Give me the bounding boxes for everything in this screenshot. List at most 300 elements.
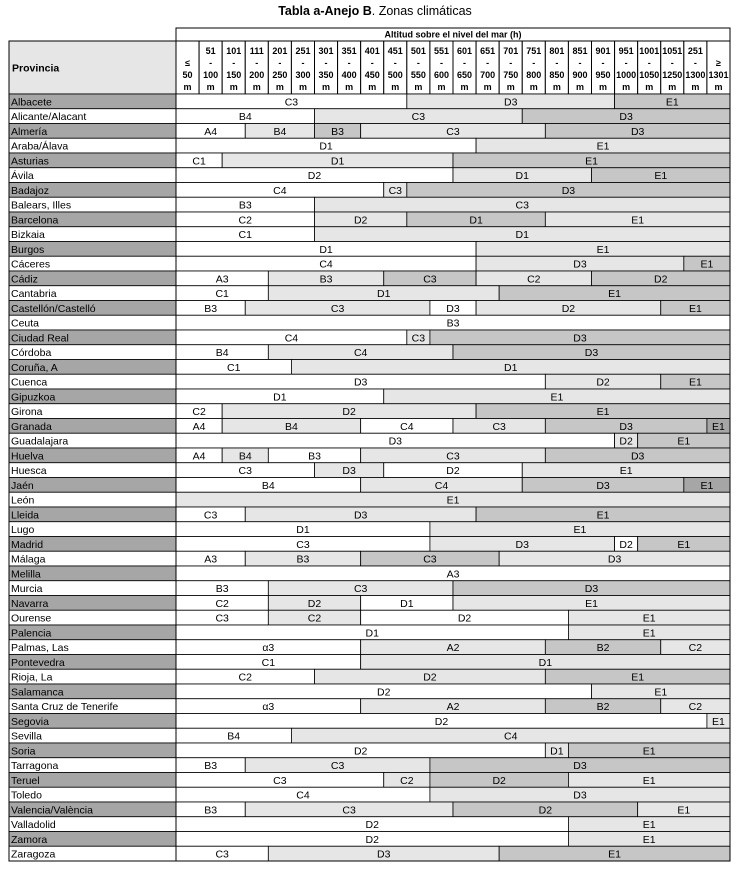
zone-label: D2: [446, 465, 460, 477]
zone-label: D2: [423, 671, 437, 684]
zone-label: C4: [353, 347, 368, 359]
province-name: Teruel: [11, 774, 40, 787]
zone-label: C3: [342, 804, 356, 817]
altitude-column-header-text: 250: [272, 70, 288, 80]
zone-label: D1: [538, 656, 553, 669]
zone-label: C1: [215, 288, 229, 300]
zone-label: C3: [411, 332, 426, 345]
province-name: Zamora: [11, 833, 48, 846]
altitude-column-header-text: 601: [457, 46, 473, 56]
province-cell: [9, 478, 176, 493]
province-name: Ciudad Real: [11, 332, 69, 345]
zone-label: A2: [446, 701, 460, 713]
zone-label: E1: [688, 302, 702, 315]
table-row: [9, 124, 730, 139]
zone-label: E1: [688, 376, 702, 389]
altitude-column-header-text: 251: [687, 46, 703, 56]
table-row: [9, 212, 730, 227]
zone-label: C3: [411, 111, 426, 123]
table-row: [9, 684, 730, 699]
zone-label: C2: [688, 642, 703, 654]
zone-label: B3: [204, 804, 218, 817]
table-row: [9, 507, 730, 522]
province-name: Cádiz: [11, 273, 38, 286]
province-header-label: Provincia: [12, 62, 60, 75]
zone-label: C2: [215, 597, 229, 610]
zone-label: C3: [330, 302, 345, 315]
zone-label: B4: [227, 730, 241, 743]
table-row: [9, 153, 730, 168]
zone-label: C2: [400, 774, 414, 787]
altitude-column-header-text: -: [601, 58, 605, 68]
zone-label: B4: [261, 479, 275, 492]
table-row: [9, 610, 730, 625]
table-row: [9, 301, 730, 316]
altitude-column-header-text: 1250: [662, 70, 683, 80]
altitude-column-header-text: -: [370, 58, 374, 68]
zone-label: C2: [192, 406, 206, 418]
zone-label: D1: [550, 745, 564, 758]
zone-label: D3: [596, 479, 610, 492]
province-name: Burgos: [11, 243, 45, 256]
zone-label: A3: [204, 553, 218, 566]
zone-label: D3: [584, 347, 599, 359]
table-row: [9, 728, 730, 743]
province-name: Almería: [11, 125, 48, 138]
zone-label: D2: [619, 538, 633, 551]
table-row: [9, 832, 730, 847]
zone-label: D2: [353, 745, 368, 758]
table-row: [9, 360, 730, 375]
zone-label: D2: [365, 833, 379, 846]
table-row: [9, 669, 730, 684]
province-name: Málaga: [11, 553, 46, 566]
altitude-column-header-text: -: [647, 58, 651, 68]
altitude-column-header-text: 1001: [639, 46, 660, 56]
table-row: [9, 655, 730, 670]
province-name: Valencia/València: [11, 804, 93, 817]
zone-label: E1: [712, 715, 725, 728]
zone-label: C2: [238, 214, 252, 227]
zone-label: D3: [503, 96, 518, 109]
zone-label: C4: [503, 730, 518, 743]
zone-label: E1: [642, 745, 656, 758]
altitude-column-header-text: 501: [410, 46, 426, 56]
altitude-column-header-text: -: [232, 58, 236, 68]
zone-label: E1: [631, 214, 645, 227]
table-row: [9, 537, 730, 552]
altitude-column-header-text: m: [714, 82, 723, 92]
altitude-column-header-text: m: [460, 82, 469, 92]
table-row: [9, 802, 730, 817]
zone-label: D2: [307, 170, 322, 182]
table-row: [9, 743, 730, 758]
altitude-column-header-text: -: [578, 58, 582, 68]
altitude-column-header-text: 401: [364, 46, 380, 56]
zone-label: E1: [700, 258, 714, 271]
table-row: [9, 109, 730, 124]
table-row: [9, 168, 730, 183]
province-name: Valladolid: [11, 819, 56, 831]
zone-label: E1: [665, 96, 679, 109]
zone-label: A2: [446, 642, 460, 654]
zone-label: C1: [261, 656, 276, 669]
altitude-column-header-text: 1050: [639, 70, 660, 80]
altitude-column-header-text: 111: [249, 46, 264, 56]
zone-label: E1: [642, 819, 656, 831]
zone-label: D3: [573, 760, 587, 772]
altitude-column-header-text: m: [298, 82, 307, 92]
province-name: Ourense: [11, 612, 52, 625]
altitude-column-header-text: 600: [433, 70, 449, 80]
table-row: [9, 197, 730, 212]
altitude-column-header-text: 251: [295, 46, 311, 56]
zone-label: C3: [388, 184, 403, 197]
table-row: [9, 596, 730, 611]
zone-label: D1: [273, 391, 287, 404]
zone-label: D3: [446, 302, 460, 315]
altitude-column-header-text: 350: [318, 70, 334, 80]
zone-label: C3: [215, 848, 229, 861]
zone-label: B2: [596, 701, 610, 713]
altitude-column-header-text: 450: [364, 70, 380, 80]
province-name: Huelva: [11, 450, 44, 463]
altitude-column-header-text: 400: [341, 70, 357, 80]
table-row: [9, 227, 730, 242]
zone-label: D2: [307, 597, 322, 610]
altitude-column-header-text: 951: [618, 46, 634, 56]
province-name: Cantabria: [11, 288, 57, 300]
zone-label: B4: [284, 420, 298, 433]
province-name: Badajoz: [11, 184, 49, 197]
zone-label: D3: [619, 111, 633, 123]
zone-label: D2: [538, 804, 553, 817]
zone-label: C3: [330, 760, 345, 772]
altitude-column-header-text: 850: [549, 70, 565, 80]
altitude-column-header-text: m: [252, 82, 261, 92]
altitude-column-header-text: m: [368, 82, 377, 92]
altitude-column-header-text: 800: [526, 70, 542, 80]
zone-label: E1: [677, 435, 691, 448]
zone-label: C4: [273, 184, 287, 197]
province-name: Asturias: [11, 155, 49, 168]
province-name: Pontevedra: [11, 656, 65, 669]
zone-label: C3: [423, 273, 437, 286]
zone-label: D3: [573, 258, 587, 271]
altitude-column-header-text: 100: [203, 70, 219, 80]
zone-label: D1: [296, 524, 310, 536]
province-name: Zaragoza: [11, 848, 56, 861]
table-row: [9, 714, 730, 729]
altitude-column-header-text: m: [391, 82, 400, 92]
zone-label: E1: [596, 406, 610, 418]
zone-label: C3: [446, 125, 460, 138]
altitude-column-header-text: m: [229, 82, 238, 92]
zone-label: D1: [330, 155, 345, 168]
zone-label: E1: [573, 524, 587, 536]
table-row: [9, 433, 730, 448]
altitude-column-header-text: ≥: [715, 58, 721, 68]
zone-label: D1: [365, 627, 379, 640]
altitude-column-header-text: -: [532, 58, 536, 68]
province-name: Alicante/Alacant: [11, 111, 87, 123]
zone-label: α3: [262, 701, 275, 713]
zone-label: E1: [654, 686, 668, 699]
altitude-column-header-text: -: [393, 58, 397, 68]
altitude-header-label: Altitud sobre el nivel del mar (h): [384, 29, 522, 40]
zone-label: D3: [573, 332, 587, 345]
altitude-column-header-text: 351: [341, 46, 357, 56]
zone-label: C2: [527, 273, 541, 286]
province-name: Balears, Illes: [11, 199, 72, 212]
altitude-column-header-text: -: [463, 58, 467, 68]
zone-label: D2: [561, 302, 576, 315]
altitude-column-header-text: 50: [182, 70, 193, 80]
zone-label: D2: [377, 686, 391, 699]
table-row: [9, 566, 730, 581]
zone-label: E1: [550, 391, 564, 404]
zone-label: D3: [353, 509, 368, 522]
table-row: [9, 242, 730, 257]
province-name: Guadalajara: [11, 435, 69, 448]
table-row: [9, 551, 730, 566]
altitude-column-header-text: m: [691, 82, 700, 92]
zone-label: D3: [353, 376, 368, 389]
province-name: Segovia: [11, 715, 49, 728]
altitude-column-header-text: 1051: [662, 46, 683, 56]
zone-label: D2: [619, 435, 633, 448]
zone-label: B3: [446, 317, 460, 330]
altitude-column-header-text: 1000: [616, 70, 637, 80]
province-name: Cuenca: [11, 376, 48, 389]
zone-label: B4: [273, 125, 287, 138]
table-row: [9, 183, 730, 198]
zone-label: C3: [515, 199, 529, 212]
zone-label: A4: [204, 125, 218, 138]
altitude-column-header-text: m: [506, 82, 515, 92]
zone-label: A4: [192, 420, 206, 433]
province-name: Santa Cruz de Tenerife: [11, 701, 119, 713]
altitude-column-header-text: 901: [595, 46, 611, 56]
zone-label: B4: [238, 111, 252, 123]
zone-label: E1: [585, 155, 598, 168]
table-row: [9, 138, 730, 153]
table-title-bold: Tabla a-Anejo B: [278, 4, 372, 18]
zone-label: E1: [712, 420, 725, 433]
province-name: Rioja, La: [11, 671, 53, 684]
province-name: Lugo: [11, 524, 35, 536]
altitude-column-header-text: 150: [226, 70, 242, 80]
zone-label: D2: [596, 376, 610, 389]
province-name: Navarra: [11, 597, 49, 610]
zone-label: D2: [353, 214, 368, 227]
altitude-column-header-text: -: [347, 58, 351, 68]
zone-label: C3: [215, 612, 229, 625]
altitude-column-header-text: m: [599, 82, 608, 92]
zone-label: C2: [238, 671, 252, 684]
province-name: Coruña, A: [11, 361, 58, 374]
zone-label: D3: [515, 538, 529, 551]
zone-label: E1: [677, 538, 691, 551]
altitude-column-header-text: -: [555, 58, 559, 68]
zone-label: D1: [319, 243, 333, 256]
altitude-column-header-text: -: [255, 58, 259, 68]
zone-label: D1: [469, 214, 483, 227]
table-row: [9, 419, 730, 434]
zone-label: E1: [608, 288, 622, 300]
altitude-column-header-text: m: [275, 82, 284, 92]
altitude-column-header-text: -: [278, 58, 282, 68]
zone-label: E1: [596, 243, 610, 256]
province-name: Barcelona: [11, 214, 59, 227]
altitude-column-header-text: 500: [387, 70, 403, 80]
zone-label: B3: [238, 199, 252, 212]
zone-label: C3: [284, 96, 299, 109]
altitude-column-header-text: 550: [410, 70, 426, 80]
province-name: León: [11, 494, 35, 507]
altitude-column-header-text: m: [206, 82, 215, 92]
zone-label: C3: [296, 538, 310, 551]
province-name: Murcia: [11, 583, 43, 595]
zone-label: C3: [446, 450, 460, 463]
zone-label: C2: [688, 701, 703, 713]
zone-label: B3: [331, 125, 345, 138]
altitude-column-header-text: m: [322, 82, 331, 92]
zone-label: C3: [353, 583, 368, 595]
province-name: Huesca: [11, 465, 47, 477]
province-name: Lleida: [11, 509, 40, 522]
altitude-column-header-text: 700: [480, 70, 496, 80]
zone-label: D2: [457, 612, 472, 625]
table-row: [9, 522, 730, 537]
altitude-column-header-text: -: [670, 58, 674, 68]
altitude-column-header-text: 1300: [685, 70, 706, 80]
altitude-column-header-text: 701: [503, 46, 519, 56]
table-row: [9, 374, 730, 389]
altitude-column-header-text: 301: [318, 46, 334, 56]
province-cell: [9, 168, 176, 183]
table-row: [9, 330, 730, 345]
altitude-column-header-text: 900: [572, 70, 588, 80]
table-row: [9, 256, 730, 271]
zone-label: D2: [342, 406, 356, 418]
zone-label: E1: [608, 848, 622, 861]
province-name: Ceuta: [11, 317, 40, 330]
zone-label: E1: [642, 612, 656, 625]
table-row: [9, 817, 730, 832]
province-name: Cáceres: [11, 258, 51, 271]
table-row: [9, 271, 730, 286]
table-row: [9, 699, 730, 714]
table-row: [9, 492, 730, 507]
zone-label: C3: [238, 465, 252, 477]
zone-label: B4: [238, 450, 252, 463]
zone-label: E1: [642, 774, 656, 787]
altitude-column-header-text: -: [624, 58, 628, 68]
table-row: [9, 404, 730, 419]
altitude-column-header-text: -: [509, 58, 513, 68]
table-title-rest: . Zonas climáticas: [371, 4, 472, 18]
province-name: Toledo: [11, 789, 42, 802]
altitude-column-header-text: m: [483, 82, 492, 92]
zone-label: D2: [492, 774, 506, 787]
table-row: [9, 625, 730, 640]
zone-label: C4: [434, 479, 449, 492]
zone-label: E1: [446, 494, 460, 507]
altitude-column-header-text: 650: [457, 70, 473, 80]
zone-label: D1: [503, 361, 518, 374]
altitude-column-header-text: m: [668, 82, 677, 92]
province-name: Jaén: [11, 479, 34, 492]
altitude-column-header-text: 801: [549, 46, 565, 56]
zone-label: C3: [492, 420, 506, 433]
zone-label: C1: [226, 361, 241, 374]
zone-label: D1: [515, 170, 529, 182]
zone-label: E1: [700, 479, 714, 492]
zone-label: D3: [619, 420, 633, 433]
table-row: [9, 773, 730, 788]
altitude-column-header-text: 950: [595, 70, 611, 80]
province-name: Palencia: [11, 627, 52, 640]
table-row: [9, 448, 730, 463]
table-row: [9, 94, 730, 109]
altitude-column-header-text: -: [486, 58, 490, 68]
zone-label: C4: [400, 420, 414, 433]
altitude-column-header-text: m: [183, 82, 192, 92]
zone-label: E1: [642, 627, 656, 640]
province-name: Córdoba: [11, 347, 52, 359]
table-row: [9, 463, 730, 478]
province-name: Madrid: [11, 538, 44, 551]
altitude-column-header-text: 651: [480, 46, 496, 56]
altitude-column-header-text: 750: [503, 70, 519, 80]
zone-label: C1: [238, 229, 252, 241]
zone-label: D3: [561, 184, 576, 197]
province-name: Girona: [11, 406, 43, 418]
altitude-column-header-text: 201: [272, 46, 288, 56]
altitude-column-header-text: 200: [249, 70, 265, 80]
zone-label: E1: [642, 833, 656, 846]
altitude-column-header-text: -: [324, 58, 328, 68]
altitude-column-header-text: m: [575, 82, 584, 92]
altitude-column-header-text: 451: [387, 46, 403, 56]
altitude-column-header-text: m: [622, 82, 631, 92]
table-row: [9, 758, 730, 773]
zone-label: D2: [365, 819, 379, 831]
table-row: [9, 315, 730, 330]
zone-label: D1: [515, 229, 529, 241]
zone-label: C2: [307, 612, 322, 625]
province-name: Sevilla: [11, 730, 42, 743]
province-name: Bizkaia: [11, 229, 45, 241]
altitude-column-header-text: 851: [572, 46, 588, 56]
province-name: Granada: [11, 420, 52, 433]
altitude-column-header-text: m: [437, 82, 446, 92]
province-name: Gipuzkoa: [11, 391, 56, 404]
table-row: [9, 787, 730, 802]
altitude-column-header-text: -: [416, 58, 420, 68]
zone-label: C3: [203, 509, 218, 522]
zone-label: B3: [308, 450, 321, 463]
zone-label: D3: [573, 789, 587, 802]
altitude-column-header-text: m: [414, 82, 423, 92]
zone-label: C1: [192, 155, 206, 168]
altitude-column-header-text: m: [529, 82, 538, 92]
zone-label: D2: [434, 715, 449, 728]
province-name: Ávila: [11, 170, 34, 182]
altitude-column-header-text: ≤: [185, 58, 191, 68]
zone-label: D1: [400, 597, 414, 610]
